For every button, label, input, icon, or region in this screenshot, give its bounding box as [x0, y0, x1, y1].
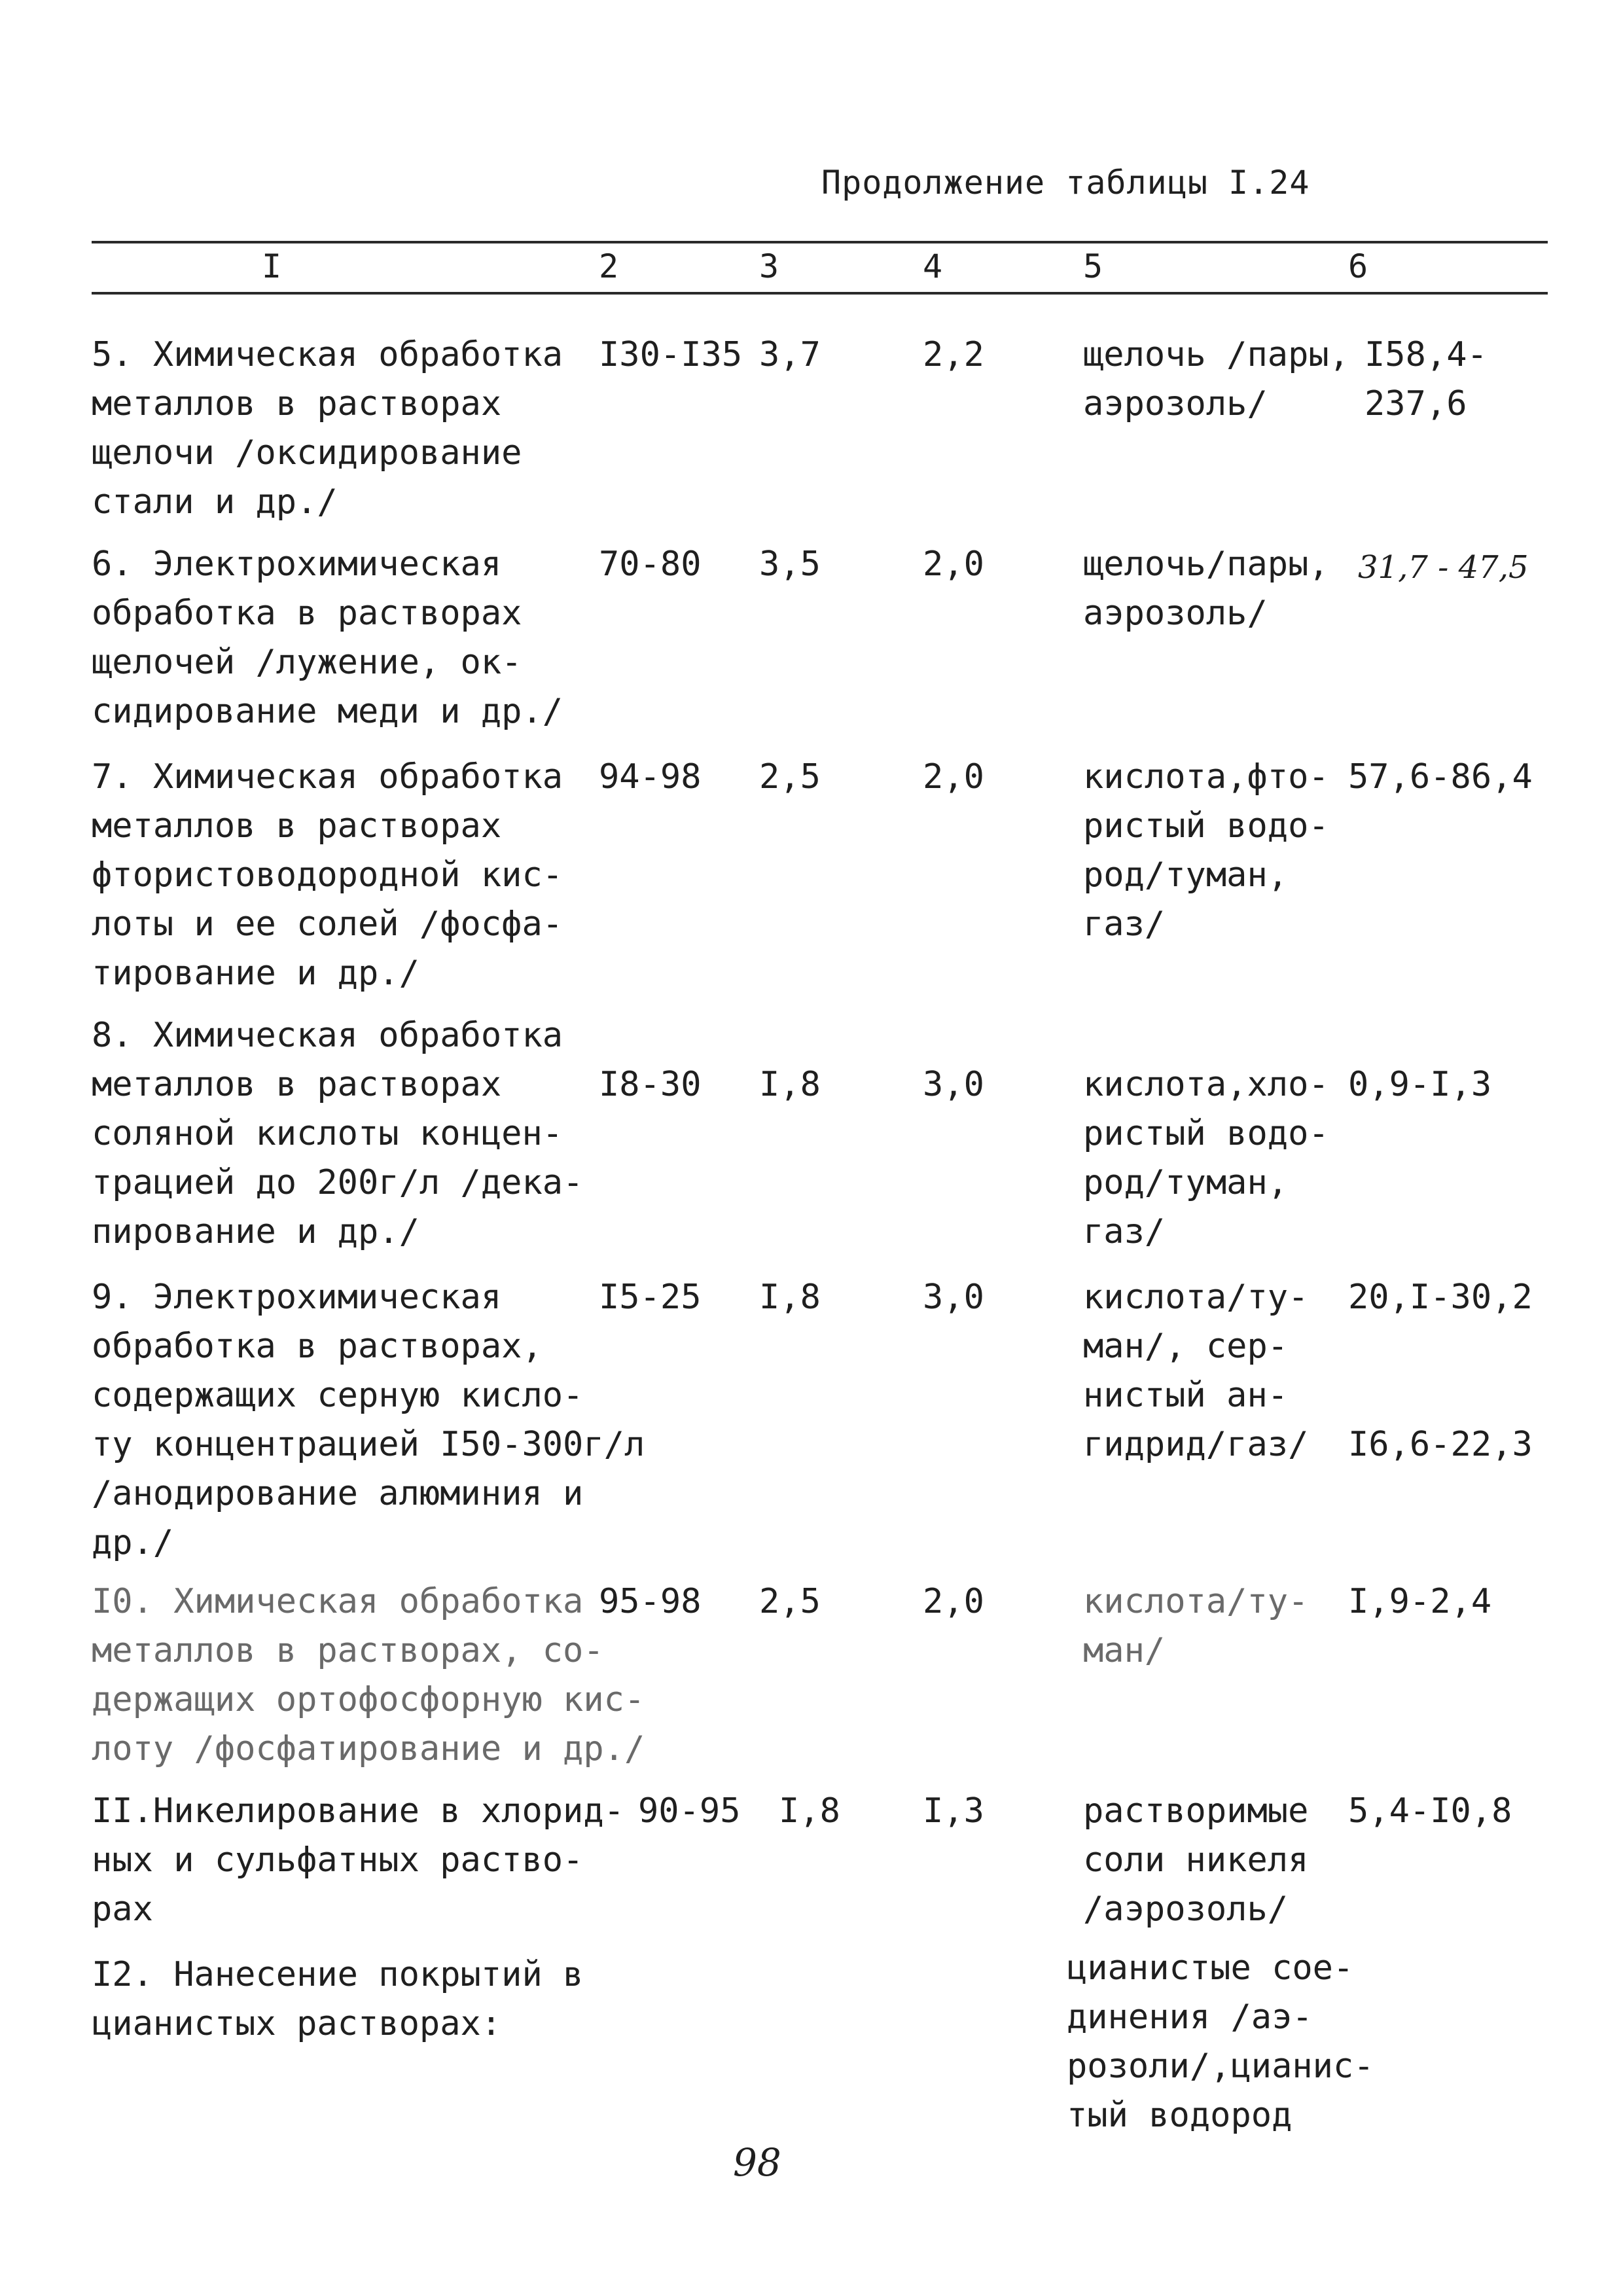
row-10-col-6: I,9-2,4 — [1348, 1582, 1492, 1621]
table-top-rule — [92, 241, 1548, 243]
row-5-col-4: 2,2 — [923, 335, 984, 374]
table-header-rule — [92, 292, 1548, 295]
row-10-col-4: 2,0 — [923, 1582, 984, 1621]
row-10-col-2: 95-98 — [599, 1582, 702, 1621]
row-8-col-6: 0,9-I,3 — [1348, 1065, 1492, 1104]
row-9-col-2: I5-25 — [599, 1278, 702, 1317]
row-6-process: 6. Электрохимическая обработка в растворах щелочей /лужение, ок- сидирование меди и др./ — [92, 545, 563, 731]
row-5-col-6: I58,4- 237,6 — [1364, 335, 1488, 423]
row-9-substance: кислота/ту- ман/, сер- нистый ан- гидрид/газ/ — [1083, 1278, 1309, 1464]
header-col-2: 2 — [599, 247, 619, 285]
row-7-process: 7. Химическая обработка металлов в растворах фтористоводородной кис- лоты и ее солей /фосфа- тирование и др./ — [92, 757, 563, 993]
row-12-substance: цианистые сое- динения /аэ- розоли/,цианис- тый водород — [1067, 1948, 1374, 2135]
row-7-substance: кислота,фто- ристый водо- род/туман, газ/ — [1083, 757, 1329, 944]
row-11-substance: растворимые соли никеля /аэрозоль/ — [1083, 1791, 1309, 1929]
row-12-process: I2. Нанесение покрытий в цианистых растворах: — [92, 1955, 584, 2043]
row-7-col-3: 2,5 — [759, 757, 821, 797]
header-col-6: 6 — [1348, 247, 1368, 285]
row-8-col-3: I,8 — [759, 1065, 821, 1104]
row-10-col-3: 2,5 — [759, 1582, 821, 1621]
header-col-3: 3 — [759, 247, 779, 285]
row-9-process: 9. Электрохимическая обработка в растворах, содержащих серную кисло- ту концентрацией I50-300г/л /анодирование алюминия и др./ — [92, 1278, 645, 1562]
row-8-process: 8. Химическая обработка металлов в растворах соляной кислоты концен- трацией до 200г/л /дека- пирование и др./ — [92, 1016, 584, 1251]
row-6-col-4: 2,0 — [923, 545, 984, 584]
row-6-col-3: 3,5 — [759, 545, 821, 584]
table-caption: Продолжение таблицы I.24 — [821, 164, 1310, 202]
row-6-col-2: 70-80 — [599, 545, 702, 584]
row-8-col-2: I8-30 — [599, 1065, 702, 1104]
header-col-5: 5 — [1083, 247, 1103, 285]
row-6-col-6-handwritten: 31,7 - 47,5 — [1358, 549, 1529, 586]
row-11-col-6: 5,4-I0,8 — [1348, 1791, 1512, 1831]
row-9-col-6-upper: 20,I-30,2 — [1348, 1278, 1533, 1317]
row-5-substance: щелочь /пары, аэрозоль/ — [1083, 335, 1349, 423]
row-10-process: I0. Химическая обработка металлов в растворах, со- держащих ортофосфорную кис- лоту /фосфатирование и др./ — [92, 1582, 645, 1768]
row-5-process: 5. Химическая обработка металлов в растворах щелочи /оксидирование стали и др./ — [92, 335, 563, 522]
row-7-col-4: 2,0 — [923, 757, 984, 797]
row-11-col-2: 90-95 — [638, 1791, 741, 1831]
row-6-substance: щелочь/пары, аэрозоль/ — [1083, 545, 1329, 633]
page-number: 98 — [733, 2140, 781, 2185]
row-10-substance: кислота/ту- ман/ — [1083, 1582, 1309, 1670]
row-8-substance: кислота,хло- ристый водо- род/туман, газ/ — [1083, 1065, 1329, 1251]
row-11-process: II.Никелирование в хлорид- ных и сульфатных раство- рах — [92, 1791, 624, 1929]
row-5-col-2: I30-I35 — [599, 335, 743, 374]
row-9-col-6-lower: I6,6-22,3 — [1348, 1425, 1533, 1464]
header-col-1: I — [262, 247, 282, 285]
row-8-col-4: 3,0 — [923, 1065, 984, 1104]
row-9-col-3: I,8 — [759, 1278, 821, 1317]
row-9-col-4: 3,0 — [923, 1278, 984, 1317]
row-11-col-3: I,8 — [779, 1791, 840, 1831]
row-5-col-3: 3,7 — [759, 335, 821, 374]
row-7-col-2: 94-98 — [599, 757, 702, 797]
row-11-col-4: I,3 — [923, 1791, 984, 1831]
row-7-col-6: 57,6-86,4 — [1348, 757, 1533, 797]
header-col-4: 4 — [923, 247, 943, 285]
